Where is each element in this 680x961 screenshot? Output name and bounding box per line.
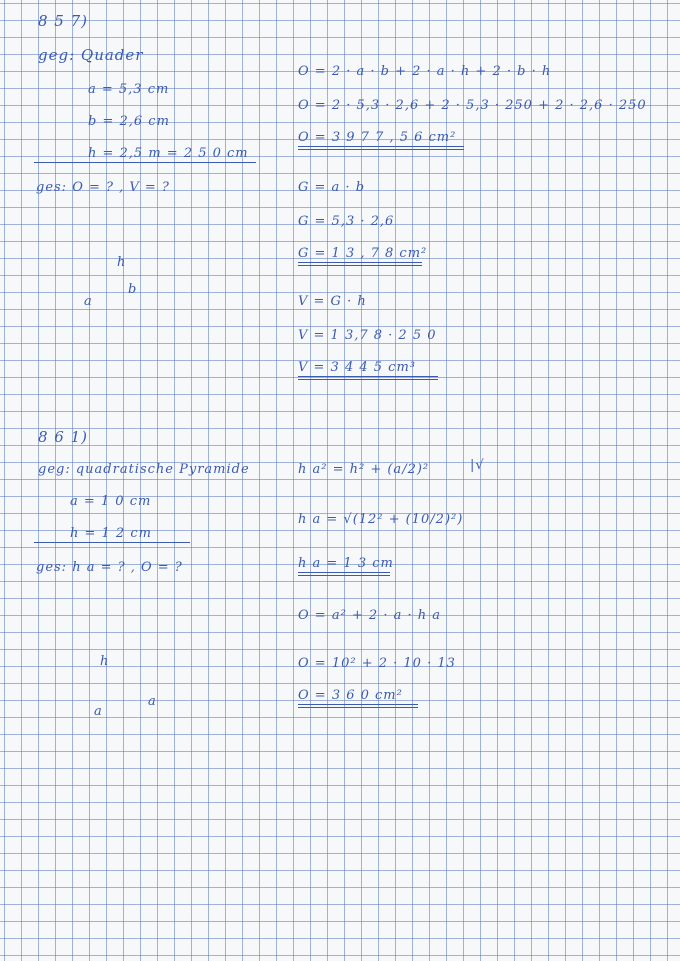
G-formula: G = a · b [298,180,366,195]
task1-sought: ges: O = ? , V = ? [36,180,170,195]
task2-sought: ges: h a = ? , O = ? [36,560,183,575]
task1-given-h: h = 2,5 m = 2 5 0 cm [88,146,249,161]
cuboid-h-label: h [117,255,127,270]
cuboid-a-label: a [84,294,93,309]
pyramid-a-front-label: a [94,704,103,719]
cuboid-b-label: b [128,282,138,297]
pyramid-a-side-label: a [148,694,157,709]
O-formula: O = 2 · a · b + 2 · a · h + 2 · b · h [298,64,552,79]
task1-given-b: b = 2,6 cm [88,114,170,129]
task2-given-a: a = 1 0 cm [70,494,152,509]
O-result: O = 3 9 7 7 , 5 6 cm² [298,130,464,150]
root-note: |√ [470,458,485,473]
V-result: V = 3 4 4 5 cm³ [298,360,438,380]
V-formula: V = G · h [298,294,367,309]
V-substitution: V = 1 3,7 8 · 2 5 0 [298,328,437,343]
O2-formula: O = a² + 2 · a · h a [298,608,442,623]
task1-given-a: a = 5,3 cm [88,82,170,97]
task1-number: 8 5 7) [38,12,89,30]
task2-given-divider [34,542,190,543]
pyramid-h-label: h [100,654,110,669]
O-substitution: O = 2 · 5,3 · 2,6 + 2 · 5,3 · 250 + 2 · 2,6 · 250 [298,98,647,113]
G-result: G = 1 3 , 7 8 cm² [298,246,422,266]
task2-number: 8 6 1) [38,428,89,446]
ha-formula: h a² = h² + (a/2)² [298,462,430,477]
task1-given-divider [34,162,256,163]
task2-given-h: h = 1 2 cm [70,526,152,541]
task2-given-label: geg: quadratische Pyramide [38,462,250,477]
task1-given-label: geg: Quader [38,46,144,64]
G-substitution: G = 5,3 · 2,6 [298,214,395,229]
ha-result: h a = 1 3 cm [298,556,390,576]
O2-result: O = 3 6 0 cm² [298,688,418,708]
O2-substitution: O = 10² + 2 · 10 · 13 [298,656,456,671]
ha-substitution: h a = √(12² + (10/2)²) [298,512,464,527]
